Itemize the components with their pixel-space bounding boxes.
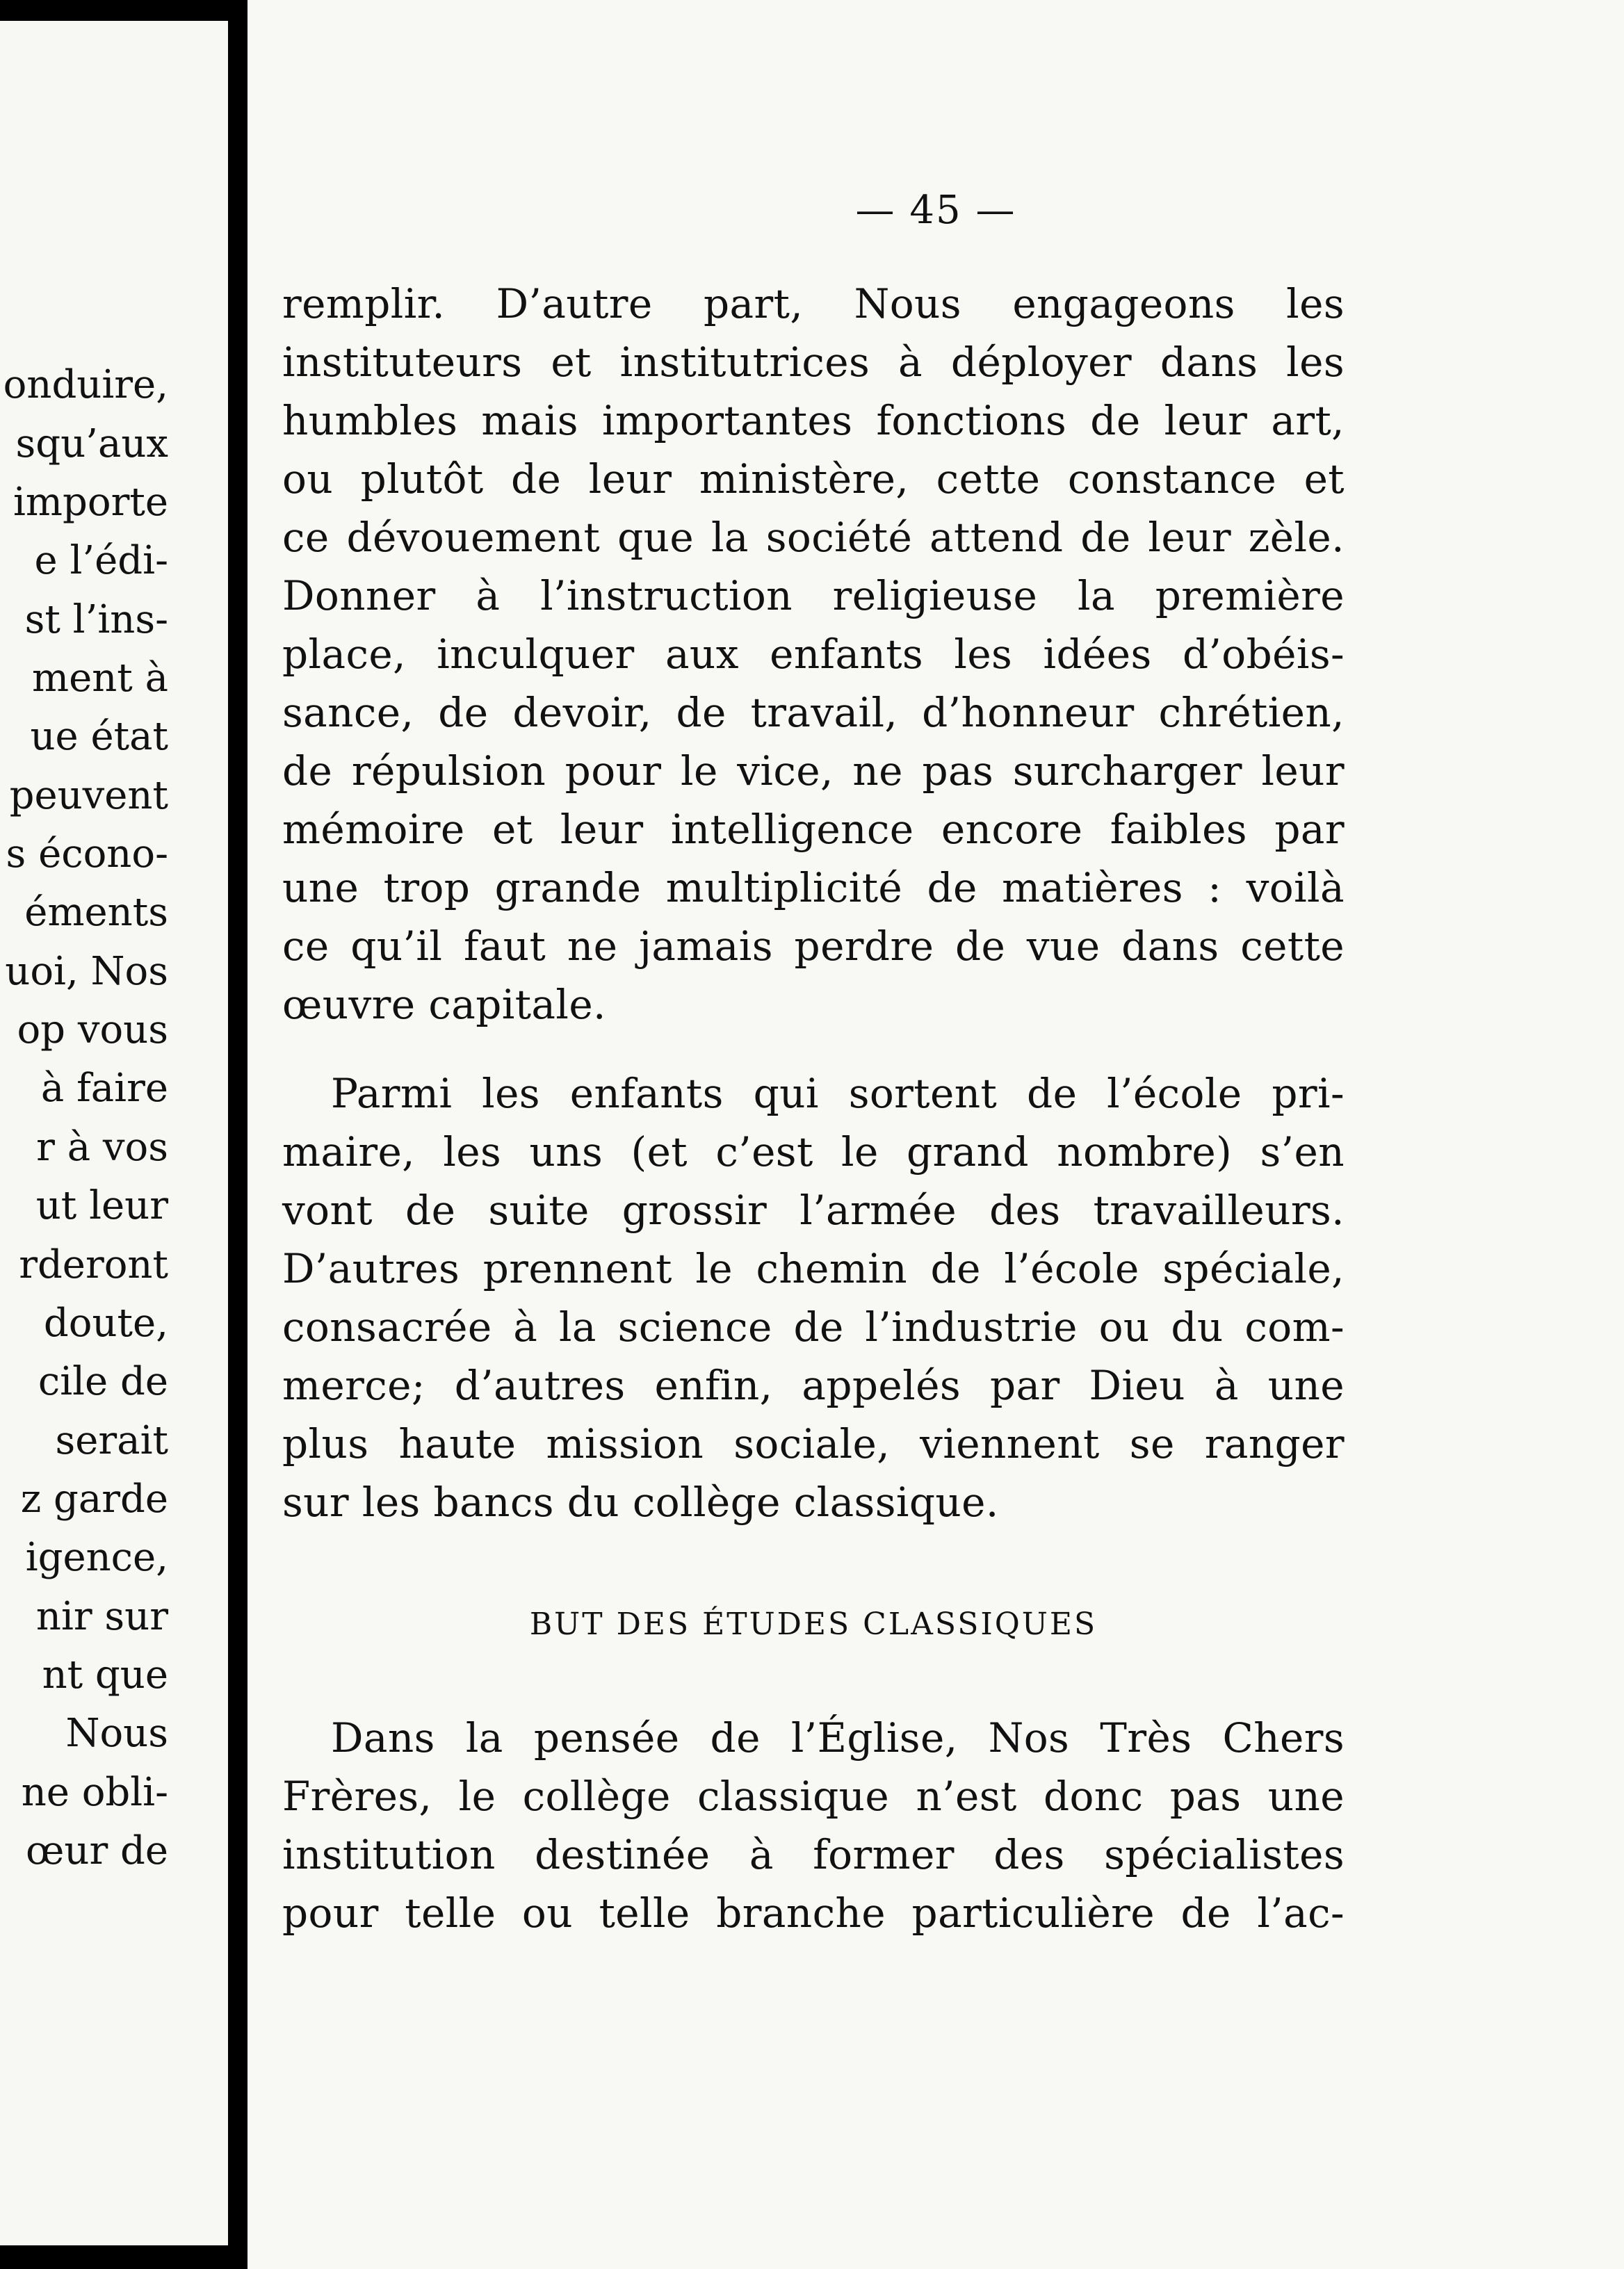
facing-page-line: ue état (30, 714, 168, 759)
facing-page-line: z garde (20, 1477, 168, 1522)
facing-page-line: ut leur (35, 1183, 168, 1228)
paragraph-1-line: ce qu’il faut ne jamais perdre de vue dans cette (282, 922, 1345, 970)
facing-page-line: uoi, Nos (5, 949, 168, 994)
facing-page-line: r à vos (36, 1125, 168, 1170)
facing-page-line: ne obli- (21, 1770, 168, 1815)
paragraph-1-line: œuvre capitale. (282, 981, 606, 1028)
paragraph-1-line: humbles mais importantes fonctions de leur art, (282, 397, 1345, 444)
page-number-dash-right: — (975, 188, 1016, 233)
facing-page-line: e l’édi- (34, 538, 168, 583)
section-heading: BUT DES ÉTUDES CLASSIQUES (529, 1607, 1098, 1642)
facing-page-line: igence, (25, 1535, 168, 1580)
facing-page-line: st l’ins- (24, 597, 168, 642)
paragraph-2-line: merce; d’autres enfin, appelés par Dieu à une (282, 1362, 1345, 1409)
facing-page-line: nt que (42, 1652, 168, 1698)
page-number (247, 188, 1624, 233)
facing-page-line: Nous (65, 1711, 168, 1756)
paragraph-2-line: maire, les uns (et c’est le grand nombre) s’en (282, 1128, 1345, 1176)
paragraph-1-line: instituteurs et institutrices à déployer dans les (282, 339, 1345, 386)
facing-page-line: serait (55, 1418, 168, 1463)
paragraph-2-line: vont de suite grossir l’armée des travailleurs. (282, 1187, 1345, 1234)
page-number-dash-left: — (855, 188, 896, 233)
paragraph-3-line: institution destinée à former des spécialistes (282, 1831, 1345, 1878)
facing-page-line: œur de (26, 1828, 168, 1873)
page-number-value: 45 (909, 188, 962, 233)
paragraph-2-line: D’autres prennent le chemin de l’école spéciale, (282, 1245, 1345, 1292)
facing-page (0, 21, 228, 2245)
facing-page-line: cile de (38, 1359, 168, 1404)
paragraph-1-line: sance, de devoir, de travail, d’honneur chrétien, (282, 689, 1345, 736)
paragraph-1-line: de répulsion pour le vice, ne pas surcharger leur (282, 747, 1345, 795)
facing-page-line: op vous (17, 1007, 168, 1052)
facing-page-line: peuvent (9, 773, 168, 818)
facing-page-line: squ’aux (15, 421, 168, 466)
paragraph-1-line: place, inculquer aux enfants les idées d’obéis- (282, 631, 1345, 678)
paragraph-2-line: Parmi les enfants qui sortent de l’école pri- (331, 1070, 1345, 1117)
paragraph-1-line: ce dévouement que la société attend de leur zèle. (282, 514, 1345, 561)
paragraph-3-line: pour telle ou telle branche particulière de l’ac- (282, 1889, 1345, 1937)
paragraph-3-line: Frères, le collège classique n’est donc pas une (282, 1773, 1345, 1820)
facing-page-line: s écono- (6, 831, 168, 877)
paragraph-1-line: Donner à l’instruction religieuse la première (282, 572, 1345, 619)
facing-page-line: éments (24, 890, 168, 935)
paragraph-1-line: mémoire et leur intelligence encore faibles par (282, 806, 1345, 853)
paragraph-3-line: Dans la pensée de l’Église, Nos Très Chers (331, 1714, 1345, 1762)
paragraph-2-line: consacrée à la science de l’industrie ou du com- (282, 1303, 1345, 1351)
book-page (247, 0, 1624, 2269)
facing-page-line: rderont (19, 1242, 168, 1287)
facing-page-line: ment à (32, 656, 168, 701)
paragraph-1-line: une trop grande multiplicité de matières : voilà (282, 864, 1345, 911)
paragraph-2-line: plus haute mission sociale, viennent se ranger (282, 1420, 1345, 1467)
paragraph-1-line: remplir. D’autre part, Nous engageons les (282, 280, 1345, 327)
facing-page-line: doute, (43, 1301, 168, 1346)
facing-page-line: à faire (40, 1066, 168, 1111)
facing-page-line: importe (13, 480, 168, 525)
facing-page-line: onduire, (3, 362, 168, 407)
book-gutter (228, 0, 249, 2269)
paragraph-1-line: ou plutôt de leur ministère, cette constance et (282, 455, 1345, 503)
paragraph-2-line: sur les bancs du collège classique. (282, 1479, 999, 1526)
facing-page-line: nir sur (35, 1594, 168, 1639)
